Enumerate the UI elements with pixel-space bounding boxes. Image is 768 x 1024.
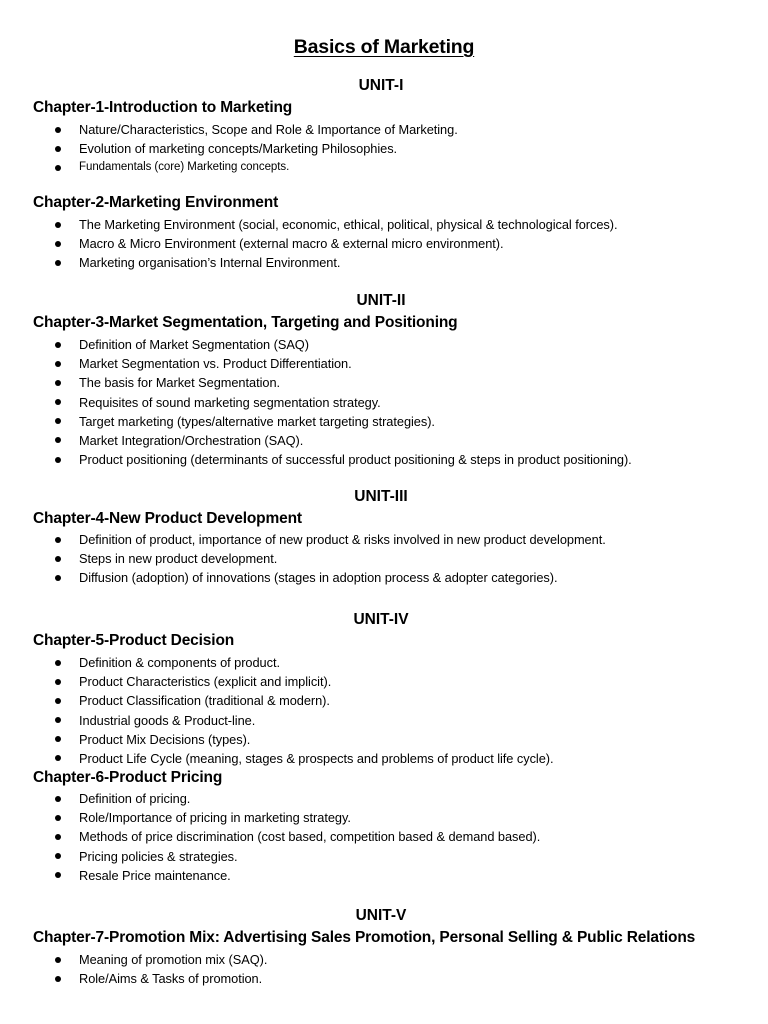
list-item-text: Diffusion (adoption) of innovations (stages in adoption process & adopter categories). [79,570,558,586]
list-item [0,373,632,392]
list-item [0,253,618,272]
list-item-text: Marketing organisation’s Internal Environment. [79,255,341,271]
list-item-text: Resale Price maintenance. [79,867,231,883]
list-item [0,950,267,969]
chapter-6-list [0,789,540,885]
list-item [0,653,554,672]
list-item [0,549,606,568]
unit-heading-1: UNIT-I [358,77,404,94]
bullet-icon [55,755,61,761]
list-item [0,969,267,988]
bullet-icon [55,815,61,821]
list-item [0,691,554,710]
chapter-4-list [0,530,606,588]
bullet-icon [55,556,61,562]
chapter-heading-4: Chapter-4-New Product Development [33,510,302,527]
chapter-heading-1: Chapter-1-Introduction to Marketing [33,99,293,116]
list-item [0,530,606,549]
unit-heading-2: UNIT-II [356,292,406,309]
chapter-heading-3: Chapter-3-Market Segmentation, Targeting and Positioning [33,314,458,331]
bullet-icon [55,260,61,266]
bullet-icon [55,380,61,386]
list-item [0,158,458,177]
list-item-text: Macro & Micro Environment (external macro & external micro environment). [79,236,504,252]
bullet-icon [55,736,61,742]
list-item [0,450,632,469]
list-item [0,789,540,808]
list-item-text: Methods of price discrimination (cost based, competition based & demand based). [79,829,541,845]
bullet-icon [55,957,61,963]
list-item [0,335,632,354]
bullet-icon [55,399,61,405]
bullet-icon [55,241,61,247]
list-item-text: Definition of Market Segmentation (SAQ) [79,337,309,352]
list-item-text: Product Life Cycle (meaning, stages & prospects and problems of product life cycle). [79,750,554,766]
list-item [0,749,554,768]
bullet-icon [55,361,61,367]
bullet-icon [55,717,61,723]
list-item-text: Role/Importance of pricing in marketing strategy. [79,810,351,826]
list-item-text: Market Integration/Orchestration (SAQ). [79,432,304,448]
chapter-heading-6: Chapter-6-Product Pricing [33,769,223,786]
list-item-text: Definition of pricing. [79,791,191,806]
list-item-text: The basis for Market Segmentation. [79,375,281,391]
list-item-text: Requisites of sound marketing segmentation strategy. [79,394,381,410]
list-item [0,412,632,431]
list-item-text: Pricing policies & strategies. [79,848,238,864]
bullet-icon [55,872,61,878]
bullet-icon [55,853,61,859]
unit-heading-5: UNIT-V [355,907,407,924]
list-item-text: Fundamentals (core) Marketing concepts. [79,161,290,174]
list-item-text: Definition of product, importance of new product & risks involved in new product development. [79,532,606,547]
chapter-heading-7: Chapter-7-Promotion Mix: Advertising Sales Promotion, Personal Selling & Public Relations [33,929,696,946]
chapter-heading-2: Chapter-2-Marketing Environment [33,194,279,211]
list-item-text: Meaning of promotion mix (SAQ). [79,952,268,967]
unit-heading-3: UNIT-III [354,488,408,505]
bullet-icon [55,679,61,685]
bullet-icon [55,165,61,171]
list-item [0,808,540,827]
bullet-icon [55,537,61,543]
chapter-5-list [0,653,554,768]
list-item-text: Product positioning (determinants of successful product positioning & steps in product positioning). [79,452,632,468]
bullet-icon [55,146,61,152]
bullet-icon [55,457,61,463]
list-item-text: Definition & components of product. [79,655,280,670]
list-item-text: Product Mix Decisions (types). [79,731,251,747]
list-item [0,866,540,885]
list-item [0,120,458,139]
list-item [0,847,540,866]
list-item-text: Industrial goods & Product-line. [79,712,256,728]
list-item-text: Nature/Characteristics, Scope and Role & Importance of Marketing. [79,122,458,137]
list-item [0,215,618,234]
bullet-icon [55,437,61,443]
bullet-icon [55,222,61,228]
list-item-text: Role/Aims & Tasks of promotion. [79,971,263,987]
bullet-icon [55,698,61,704]
document-title: Basics of Marketing [293,36,475,58]
list-item-text: Product Classification (traditional & modern). [79,693,330,709]
list-item-text: Product Characteristics (explicit and implicit). [79,674,332,690]
bullet-icon [55,575,61,581]
list-item-text: The Marketing Environment (social, economic, ethical, political, physical & technological forces). [79,217,618,232]
list-item-text: Target marketing (types/alternative market targeting strategies). [79,413,435,429]
list-item [0,730,554,749]
chapter-7-list [0,950,267,988]
bullet-icon [55,796,61,802]
list-item [0,354,632,373]
bullet-icon [55,418,61,424]
list-item-text: Market Segmentation vs. Product Differentiation. [79,356,352,372]
list-item [0,431,632,450]
bullet-icon [55,660,61,666]
list-item [0,711,554,730]
bullet-icon [55,342,61,348]
list-item [0,139,458,158]
chapter-3-list [0,335,632,469]
chapter-heading-5: Chapter-5-Product Decision [33,632,235,649]
bullet-icon [55,127,61,133]
bullet-icon [55,834,61,840]
bullet-icon [55,976,61,982]
list-item-text: Evolution of marketing concepts/Marketing Philosophies. [79,141,398,157]
list-item [0,234,618,253]
chapter-1-list [0,120,458,178]
list-item [0,568,606,587]
list-item [0,827,540,846]
chapter-2-list [0,215,618,273]
list-item [0,393,632,412]
list-item [0,672,554,691]
unit-heading-4: UNIT-IV [353,611,409,628]
list-item-text: Steps in new product development. [79,551,278,567]
